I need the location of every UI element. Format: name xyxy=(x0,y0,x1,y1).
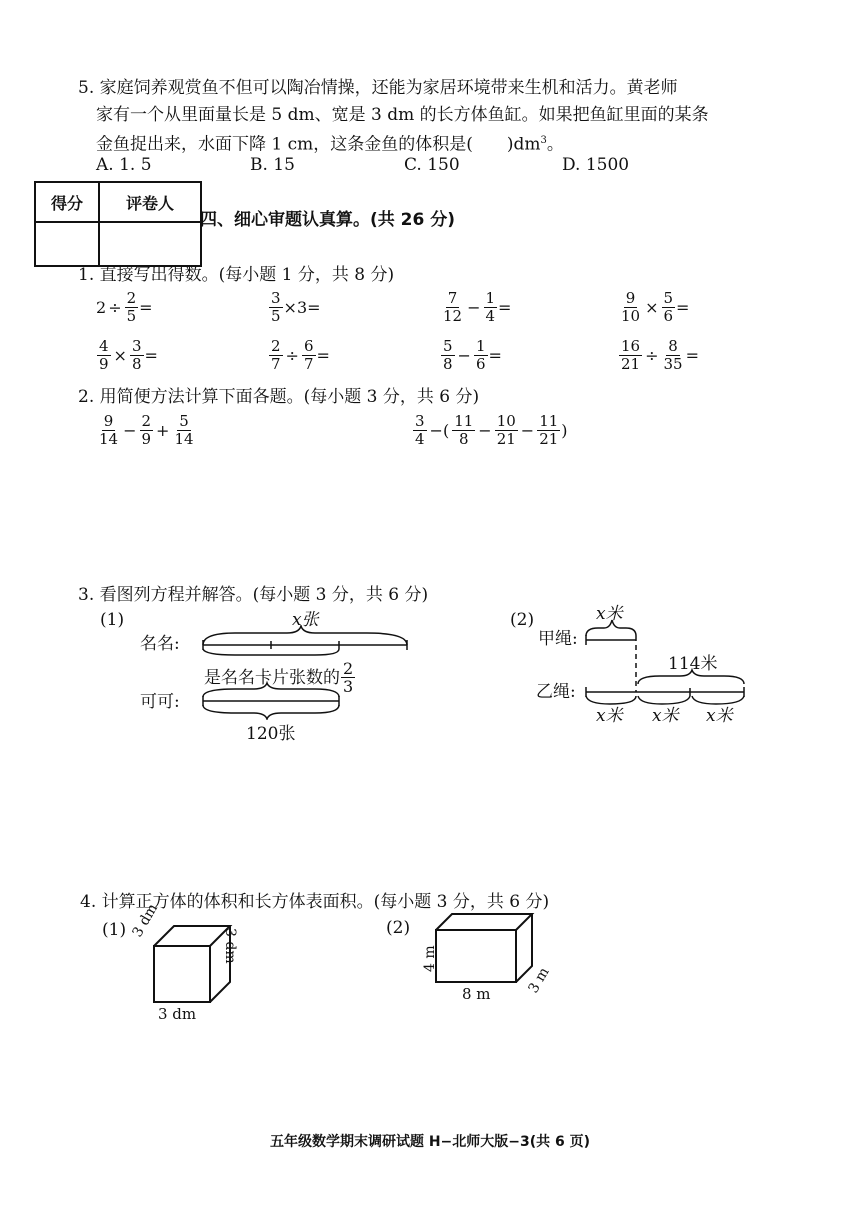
section4-title: 四、细心审题认真算。(共 26 分) xyxy=(200,210,456,230)
grader-cell xyxy=(99,222,201,266)
p3-d1-top-label: x张 xyxy=(292,610,319,630)
p4-c1-bottom-label: 3 dm xyxy=(158,1005,197,1023)
p4-c2-num: (2) xyxy=(386,918,411,938)
p1-title: 1. 直接写出得数。(每小题 1 分，共 8 分) xyxy=(78,265,395,285)
grader-header: 评卷人 xyxy=(99,182,201,222)
p2-title: 2. 用简便方法计算下面各题。(每小题 3 分，共 6 分) xyxy=(78,387,480,407)
p3-d1-bottom-label: 120张 xyxy=(246,724,296,744)
p4-c2-width-label: 3 m xyxy=(525,964,553,996)
p3-d1-label-b: 可可: xyxy=(140,692,180,712)
q5-line3: 金鱼捉出来，水面下降 1 cm，这条金鱼的体积是( )$dm^3$。 xyxy=(96,134,564,155)
score-table xyxy=(34,181,202,267)
p4-title: 4. 计算正方体的体积和长方体表面积。(每小题 3 分，共 6 分) xyxy=(80,892,550,912)
q5-option-c: C. 150 xyxy=(404,155,460,175)
cuboid-diagram xyxy=(430,910,540,990)
p3-title: 3. 看图列方程并解答。(每小题 3 分，共 6 分) xyxy=(78,585,429,605)
p3-d2-bottom-label-1: x米 xyxy=(596,706,623,726)
p3-d2-label-b: 乙绳: xyxy=(536,682,576,702)
q5-option-a: A. 1. 5 xyxy=(96,155,152,175)
p3-d2-num: (2) xyxy=(510,610,535,630)
p2-expr-1: $\frac{9}{14}$ − $\frac{2}{9}$ + $\frac{5}{14}$ xyxy=(99,412,194,448)
p1-item-2: $\frac{3}{5}$ ×3 = xyxy=(271,289,321,325)
p4-c1-height-label: 3 dm xyxy=(222,928,238,964)
p3-d1-label-a: 名名: xyxy=(140,634,180,654)
p4-c1-num: (1) xyxy=(102,920,127,940)
p3-d2-diagram xyxy=(580,618,755,708)
p4-c2-length-label: 8 m xyxy=(462,985,491,1003)
p3-d1-diagram xyxy=(195,625,415,720)
p3-d2-label-a: 甲绳: xyxy=(538,629,578,649)
p1-item-5: $\frac{4}{9}$ × $\frac{3}{8}$ = xyxy=(99,337,158,373)
p3-d2-mid-label: 114米 xyxy=(668,654,718,674)
p1-item-4: $\frac{9}{10}$ × $\frac{5}{6}$ = xyxy=(621,289,690,325)
p3-d1-num: (1) xyxy=(100,610,125,630)
q5-line2: 家有一个从里面量长是 5 dm、宽是 3 dm 的长方体鱼缸。如果把鱼缸里面的某条 xyxy=(96,105,709,125)
p3-d2-bottom-label-3: x米 xyxy=(706,706,733,726)
p1-item-7: $\frac{5}{8}$ − $\frac{1}{6}$ = xyxy=(443,337,502,373)
q5-option-d: D. 1500 xyxy=(562,155,630,175)
p3-d2-bottom-label-2: x米 xyxy=(652,706,679,726)
p3-d1-mid-label: 是名名卡片张数的 $\frac{2}{3}$ xyxy=(204,659,354,696)
q5-line1: 5. 家庭饲养观赏鱼不但可以陶冶情操，还能为家居环境带来生机和活力。黄老师 xyxy=(78,78,678,98)
score-cell xyxy=(35,222,99,266)
p1-item-3: $\frac{7}{12}$ − $\frac{1}{4}$ = xyxy=(443,289,512,325)
page-footer: 五年级数学期末调研试题 H−北师大版−3(共 6 页) xyxy=(269,1134,591,1150)
p2-expr-2: $\frac{3}{4}$ −( $\frac{11}{8}$ − $\frac{10}{21}$ − $\frac{11}{21}$ ) xyxy=(415,412,568,448)
p1-item-6: $\frac{2}{7}$ ÷ $\frac{6}{7}$ = xyxy=(271,337,330,373)
p4-c1-side-label: 3 dm xyxy=(129,901,162,940)
p1-item-1: 2 ÷ $\frac{2}{5}$ = xyxy=(96,289,153,325)
p1-item-8: $\frac{16}{21}$ ÷ $\frac{8}{35}$ = xyxy=(621,337,699,373)
score-header: 得分 xyxy=(35,182,99,222)
p3-d2-top-label: x米 xyxy=(596,604,623,624)
p4-c2-height-label: 4 m xyxy=(422,945,438,972)
q5-option-b: B. 15 xyxy=(250,155,295,175)
